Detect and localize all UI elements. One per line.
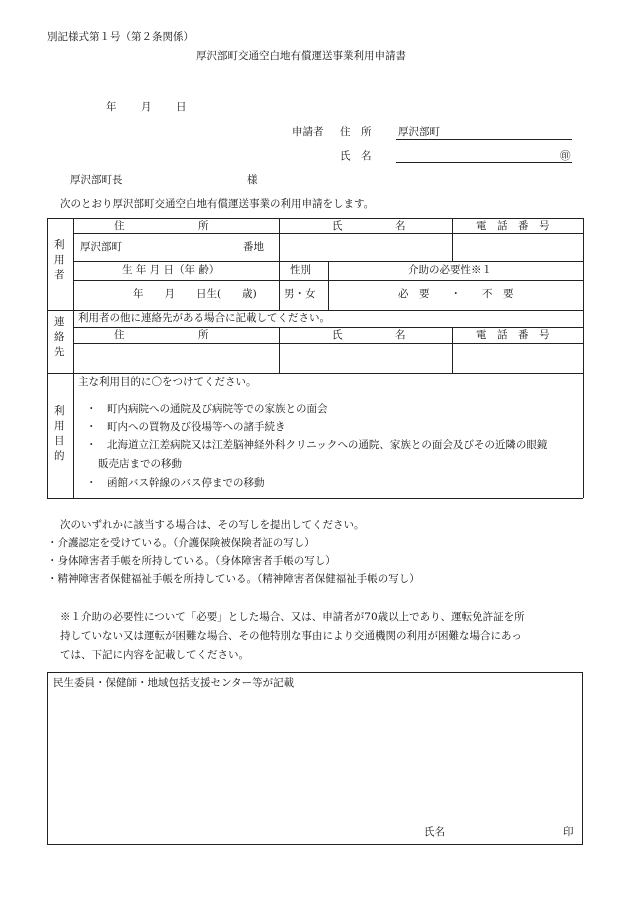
user-address-suffix: 番地 — [243, 241, 264, 253]
applicant-address-label: 住 所 — [340, 126, 372, 138]
contact-note: 利用者の他に連絡先がある場合に記載してください。 — [78, 312, 330, 324]
user-col-address: 住 所 — [114, 220, 209, 232]
assist-note-line: ※１介助の必要性について「必要」とした場合、又は、申請者が70歳以上であり、運転免許証を所 — [60, 611, 525, 623]
user-section-label: 利用者 — [54, 239, 65, 281]
table-label-column-divider — [73, 218, 74, 498]
table-border-left — [47, 218, 48, 498]
date-year-label: 年 — [106, 101, 117, 113]
addressee: 厚沢部町長 — [70, 174, 123, 186]
user-col-divider-4 — [328, 261, 329, 310]
table-border-bottom — [47, 498, 583, 499]
contact-phone-field[interactable] — [455, 346, 580, 370]
addressee-honorific: 様 — [247, 174, 258, 186]
user-col-assist: 介助の必要性※１ — [408, 264, 492, 276]
contact-section-bottom — [47, 373, 583, 374]
documents-intro: 次のいずれかに該当する場合は、その写しを提出してください。 — [60, 519, 365, 531]
contact-address-field[interactable] — [80, 346, 276, 370]
remarks-name-label: 氏名 — [424, 826, 445, 838]
user-col-name: 氏 名 — [332, 220, 406, 232]
assist-note-line: 持していない又は運転が困難な場合、その他特別な事由により交通機関の利用が困難な場合にあっ — [60, 630, 522, 642]
contact-name-field[interactable] — [282, 346, 449, 370]
document-item: ・介護認定を受けている。（介護保険被保険者証の写し） — [47, 537, 315, 549]
user-section-bottom — [47, 310, 583, 311]
document-item: ・精神障害者保健福祉手帳を所持している。（精神障害者保健福祉手帳の写し） — [47, 573, 420, 585]
user-col-gender: 性別 — [290, 264, 311, 276]
applicant-address-underline — [396, 139, 572, 140]
applicant-name-label: 氏 名 — [340, 150, 372, 162]
seal-mark-icon: ㊞ — [560, 150, 571, 162]
applicant-name-underline[interactable] — [396, 162, 572, 163]
user-col-divider-1 — [279, 218, 280, 261]
remarks-seal-icon: 印 — [563, 826, 574, 838]
purpose-instruction: 主な利用目的に〇をつけてください。 — [78, 376, 257, 388]
contact-col-phone: 電 話 番 号 — [476, 329, 550, 341]
user-header-divider — [73, 233, 583, 234]
purpose-item[interactable]: ・ 函館バス幹線のバス停までの移動 — [86, 477, 265, 489]
contact-col-divider-1 — [279, 327, 280, 373]
applicant-address-value[interactable]: 厚沢部町 — [398, 126, 440, 138]
user-col-divider-2 — [452, 218, 453, 261]
purpose-item[interactable]: ・ 町内病院への通院及び病院等での家族との面会 — [86, 403, 328, 415]
contact-col-name: 氏 名 — [332, 329, 406, 341]
contact-col-divider-2 — [452, 327, 453, 373]
purpose-section-label: 利用目的 — [54, 405, 65, 462]
date-day-label: 日 — [176, 101, 187, 113]
page-title: 厚沢部町交通空白地有償運送事業利用申請書 — [196, 50, 406, 62]
user-address-prefix[interactable]: 厚沢部町 — [80, 241, 122, 253]
table-border-top — [47, 218, 583, 219]
user-gender-options[interactable]: 男・女 — [284, 288, 316, 300]
contact-col-address: 住 所 — [114, 329, 209, 341]
assist-note-line: ては、下記に内容を記載してください。 — [60, 649, 249, 661]
user-col-phone: 電 話 番 号 — [476, 220, 550, 232]
contact-section-label: 連絡先 — [54, 316, 65, 358]
purpose-item[interactable]: ・ 北海道立江差病院又は江差脳神経外科クリニックへの通院、家族との面会及びその近隣の眼鏡 — [86, 439, 548, 451]
applicant-label: 申請者 — [292, 126, 324, 138]
contact-col-header-divider — [73, 343, 583, 344]
purpose-item-continued: 販売店までの移動 — [98, 458, 182, 470]
purpose-item[interactable]: ・ 町内への買物及び役場等への諸手続き — [86, 421, 286, 433]
user-assist-options[interactable]: 必 要 ・ 不 要 — [398, 288, 514, 300]
user-col-divider-3 — [279, 261, 280, 310]
intro-text: 次のとおり厚沢部町交通空白地有償運送事業の利用申請をします。 — [60, 198, 375, 210]
document-item: ・身体障害者手帳を所持している。（身体障害者手帳の写し） — [47, 555, 336, 567]
remarks-header: 民生委員・保健師・地域包括支援センター等が記載 — [53, 677, 295, 689]
remarks-box[interactable] — [47, 672, 583, 845]
contact-header-divider — [73, 327, 583, 328]
date-month-label: 月 — [141, 101, 152, 113]
user-col-birth: 生 年 月 日（年 齢） — [122, 264, 220, 276]
form-reference: 別記様式第１号（第２条関係） — [47, 31, 194, 43]
user-birth-field[interactable]: 年 月 日生( 歳) — [133, 288, 257, 300]
table-border-right — [583, 218, 584, 498]
